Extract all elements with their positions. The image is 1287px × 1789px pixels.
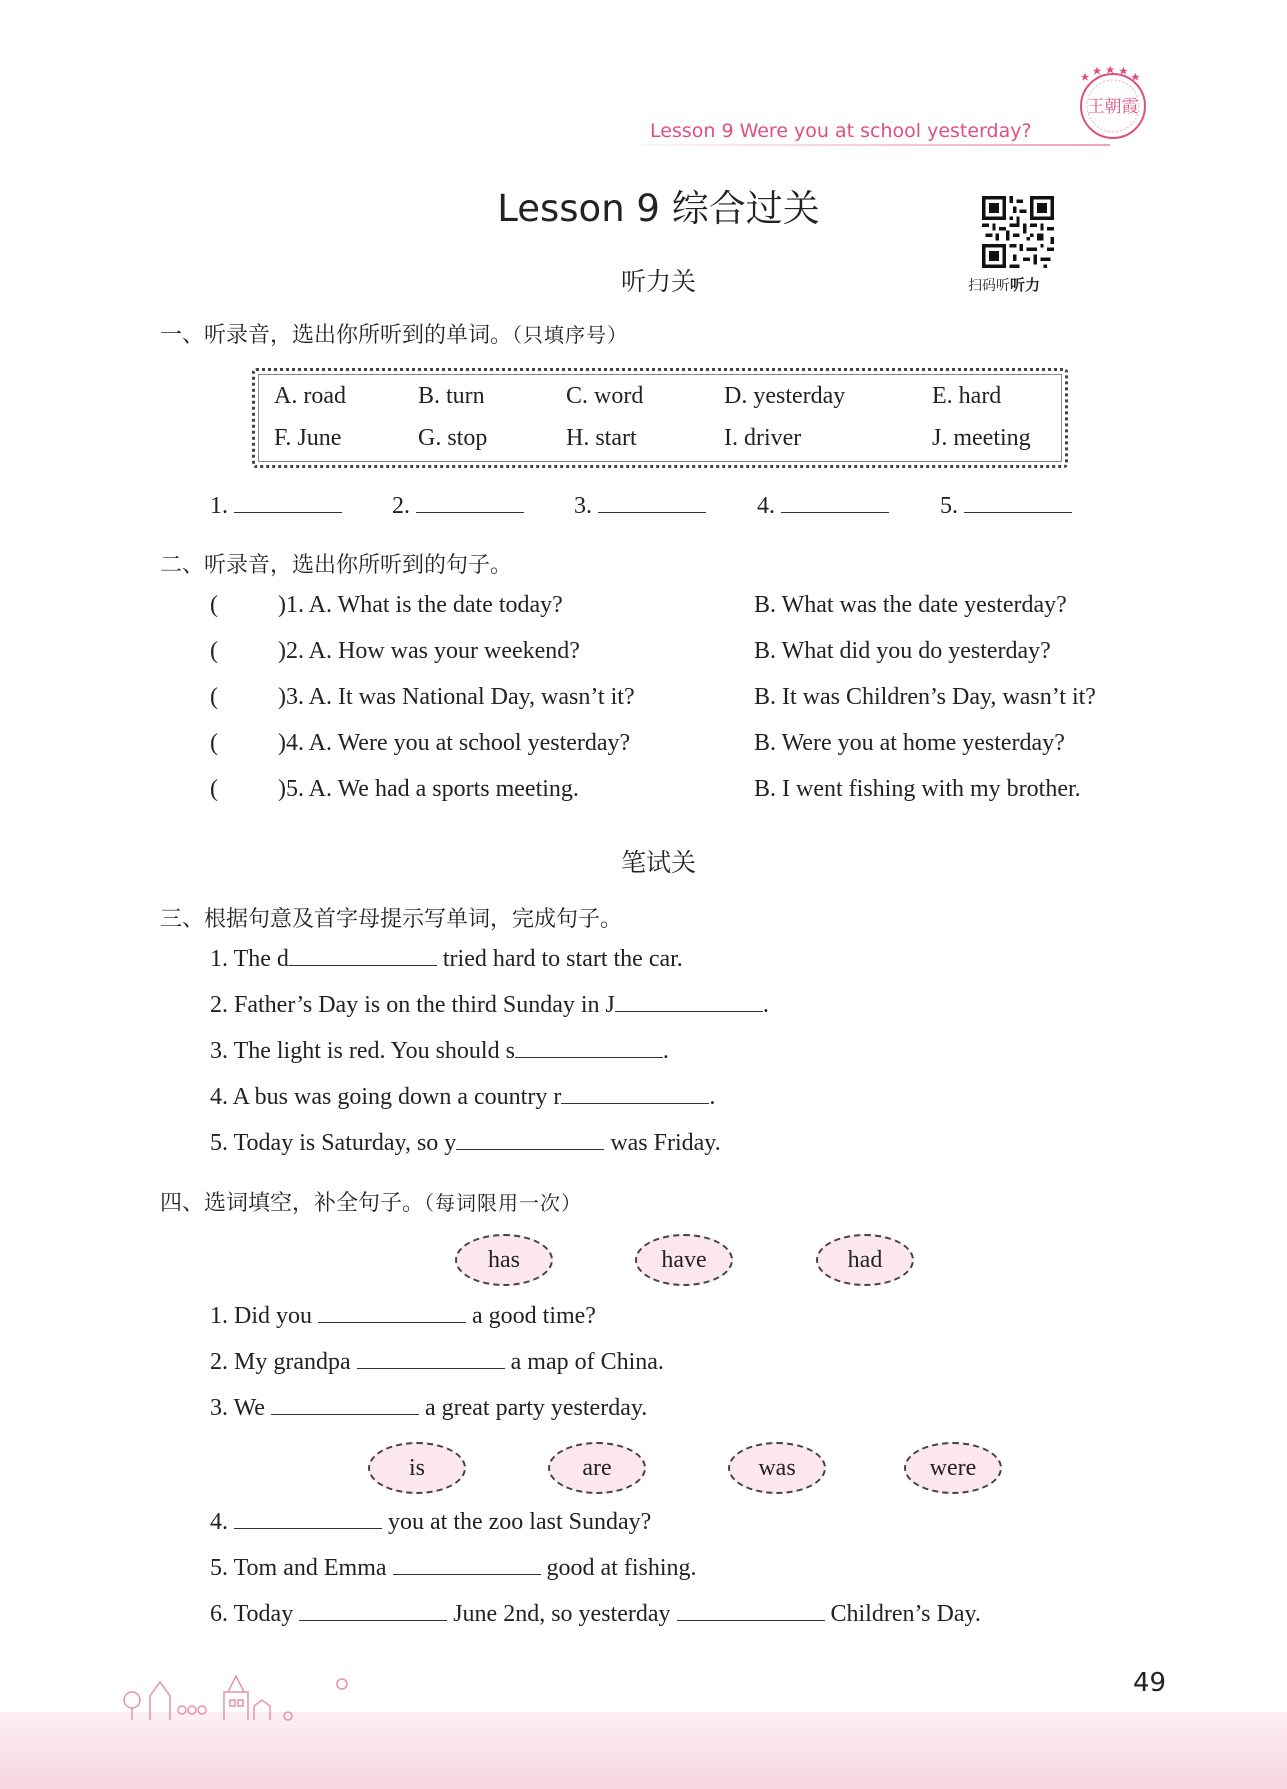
word-choice-oval: have — [635, 1234, 733, 1286]
word-choice-oval: was — [728, 1442, 826, 1494]
word-option: E. hard — [932, 383, 1002, 409]
choice-a: )4. A. Were you at school yesterday? — [278, 730, 631, 756]
choice-b: B. What did you do yesterday? — [754, 638, 1051, 664]
answer-blank[interactable] — [393, 1574, 541, 1575]
answer-slot: 5. — [940, 493, 1072, 520]
answer-blank[interactable] — [234, 1528, 382, 1529]
page-number: 49 — [1133, 1668, 1167, 1698]
answer-blank[interactable] — [416, 512, 524, 513]
fill-sentence: 2. Father’s Day is on the third Sunday in J . — [210, 992, 769, 1018]
writing-heading: 笔试关 — [620, 848, 696, 877]
word-choice-oval: is — [368, 1442, 466, 1494]
fill-sentence: 6. Today June 2nd, so yesterday Children’s Day. — [210, 1601, 981, 1627]
answer-blank[interactable] — [299, 1620, 447, 1621]
choice-b: B. I went fishing with my brother. — [754, 776, 1081, 802]
page-title: Lesson 9 综合过关 — [497, 187, 820, 230]
fill-sentence: 3. The light is red. You should s . — [210, 1038, 669, 1064]
answer-paren[interactable]: ( — [210, 776, 218, 802]
word-option: B. turn — [418, 383, 485, 409]
answer-blank[interactable] — [781, 512, 889, 513]
badge-text: 王朝霞 — [1087, 97, 1139, 117]
word-option: F. June — [274, 425, 342, 451]
footer-band — [0, 1712, 1287, 1789]
word-choice-oval: has — [455, 1234, 553, 1286]
word-option: D. yesterday — [724, 383, 846, 409]
section2-heading: 二、听录音，选出你所听到的句子。 — [160, 553, 513, 578]
word-choice-oval: had — [816, 1234, 914, 1286]
answer-slot: 2. — [392, 493, 524, 520]
answer-blank[interactable] — [515, 1057, 663, 1058]
choice-b: B. It was Children’s Day, wasn’t it? — [754, 684, 1096, 710]
answer-blank[interactable] — [615, 1011, 763, 1012]
choice-a: )3. A. It was National Day, wasn’t it? — [278, 684, 635, 710]
listening-heading: 听力关 — [620, 267, 696, 296]
word-option: I. driver — [724, 425, 802, 451]
fill-sentence: 1. The d tried hard to start the car. — [210, 946, 683, 972]
word-option: A. road — [274, 383, 346, 409]
fill-sentence: 5. Today is Saturday, so y was Friday. — [210, 1130, 721, 1156]
answer-blank[interactable] — [289, 965, 437, 966]
choice-a: )5. A. We had a sports meeting. — [278, 776, 579, 802]
answer-blank[interactable] — [357, 1368, 505, 1369]
word-option: J. meeting — [932, 425, 1031, 451]
answer-slot: 3. — [574, 493, 706, 520]
answer-blank[interactable] — [561, 1103, 709, 1104]
answer-blank[interactable] — [598, 512, 706, 513]
choice-a: )2. A. How was your weekend? — [278, 638, 580, 664]
word-choice-oval: are — [548, 1442, 646, 1494]
qr-code-icon[interactable] — [982, 196, 1054, 268]
word-option: H. start — [566, 425, 637, 451]
header-rule — [640, 144, 1110, 146]
fill-sentence: 2. My grandpa a map of China. — [210, 1349, 664, 1375]
fill-sentence: 1. Did you a good time? — [210, 1303, 596, 1329]
word-option: G. stop — [418, 425, 488, 451]
fill-sentence: 4. you at the zoo last Sunday? — [210, 1509, 652, 1535]
choice-a: )1. A. What is the date today? — [278, 592, 563, 618]
answer-blank[interactable] — [456, 1149, 604, 1150]
section4-heading: 四、选词填空，补全句子。（每词限用一次） — [160, 1191, 583, 1216]
fill-sentence: 3. We a great party yesterday. — [210, 1395, 648, 1421]
answer-blank[interactable] — [318, 1322, 466, 1323]
answer-blank[interactable] — [234, 512, 342, 513]
answer-blank[interactable] — [271, 1414, 419, 1415]
answer-slot: 4. — [757, 493, 889, 520]
choice-b: B. Were you at home yesterday? — [754, 730, 1065, 756]
section1-heading: 一、听录音，选出你所听到的单词。（只填序号） — [160, 323, 629, 348]
answer-paren[interactable]: ( — [210, 684, 218, 710]
fill-sentence: 5. Tom and Emma good at fishing. — [210, 1555, 697, 1581]
qr-caption: 扫码听听力 — [968, 276, 1041, 294]
castle-decoration-icon — [120, 1652, 360, 1722]
running-header: Lesson 9 Were you at school yesterday? — [650, 120, 1032, 142]
answer-blank[interactable] — [677, 1620, 825, 1621]
answer-paren[interactable]: ( — [210, 730, 218, 756]
answer-paren[interactable]: ( — [210, 592, 218, 618]
section3-heading: 三、根据句意及首字母提示写单词，完成句子。 — [160, 907, 623, 932]
answer-slot: 1. — [210, 493, 342, 520]
answer-paren[interactable]: ( — [210, 638, 218, 664]
word-choice-oval: were — [904, 1442, 1002, 1494]
fill-sentence: 4. A bus was going down a country r . — [210, 1084, 716, 1110]
word-option: C. word — [566, 383, 644, 409]
answer-blank[interactable] — [964, 512, 1072, 513]
publisher-badge-icon — [1073, 62, 1153, 144]
choice-b: B. What was the date yesterday? — [754, 592, 1067, 618]
